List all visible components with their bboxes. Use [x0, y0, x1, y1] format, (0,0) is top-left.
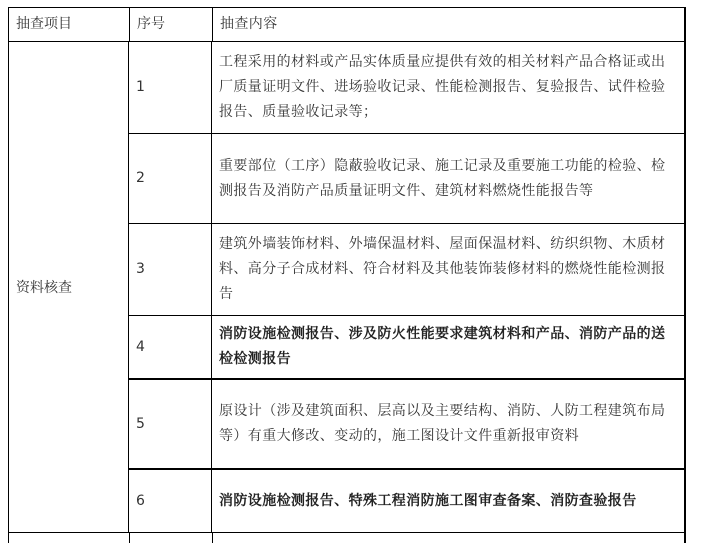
table-row-next-partial — [8, 533, 686, 543]
table-row — [128, 134, 686, 224]
partial-cell — [9, 533, 129, 543]
partial-cell — [212, 533, 684, 543]
row-content: 原设计（涉及建筑面积、层高以及主要结构、消防、人防工程建筑布局等）有重大修改、变动的，施工图设计文件重新报审资料 — [211, 380, 684, 468]
table-row — [128, 316, 686, 380]
row-content: 重要部位（工序）隐蔽验收记录、施工记录及重要施工功能的检验、检测报告及消防产品质量证明文件、建筑材料燃烧性能报告等 — [211, 134, 684, 223]
row-number: 6 — [128, 470, 211, 532]
table-row — [128, 224, 686, 316]
row-content: 工程采用的材料或产品实体质量应提供有效的相关材料产品合格证或出厂质量证明文件、进场验收记录、性能检测报告、复验报告、试件检验报告、质量验收记录等； — [211, 42, 684, 133]
row-number: 5 — [128, 380, 211, 468]
row-content: 消防设施检测报告、特殊工程消防施工图审查备案、消防查验报告 — [211, 470, 684, 532]
table-header-row — [8, 7, 686, 42]
row-content: 消防设施检测报告、涉及防火性能要求建筑材料和产品、消防产品的送检检测报告 — [211, 316, 684, 378]
row-number: 2 — [128, 134, 211, 223]
partial-cell — [129, 533, 212, 543]
row-number: 3 — [128, 224, 211, 315]
row-content: 建筑外墙装饰材料、外墙保温材料、屋面保温材料、纺织织物、木质材料、高分子合成材料、符合材料及其他装饰装修材料的燃烧性能检测报告 — [211, 224, 684, 315]
header-inspection-item: 抽查项目 — [16, 16, 72, 32]
table-row — [128, 470, 686, 533]
inspection-table — [8, 7, 686, 543]
header-inspection-content: 抽查内容 — [212, 8, 684, 41]
table-row — [128, 380, 686, 470]
row-number: 4 — [128, 316, 211, 378]
row-number: 1 — [128, 42, 211, 133]
table-row — [128, 42, 686, 134]
group-label-document-check: 资料核查 — [8, 42, 128, 533]
header-serial-number: 序号 — [129, 8, 212, 41]
